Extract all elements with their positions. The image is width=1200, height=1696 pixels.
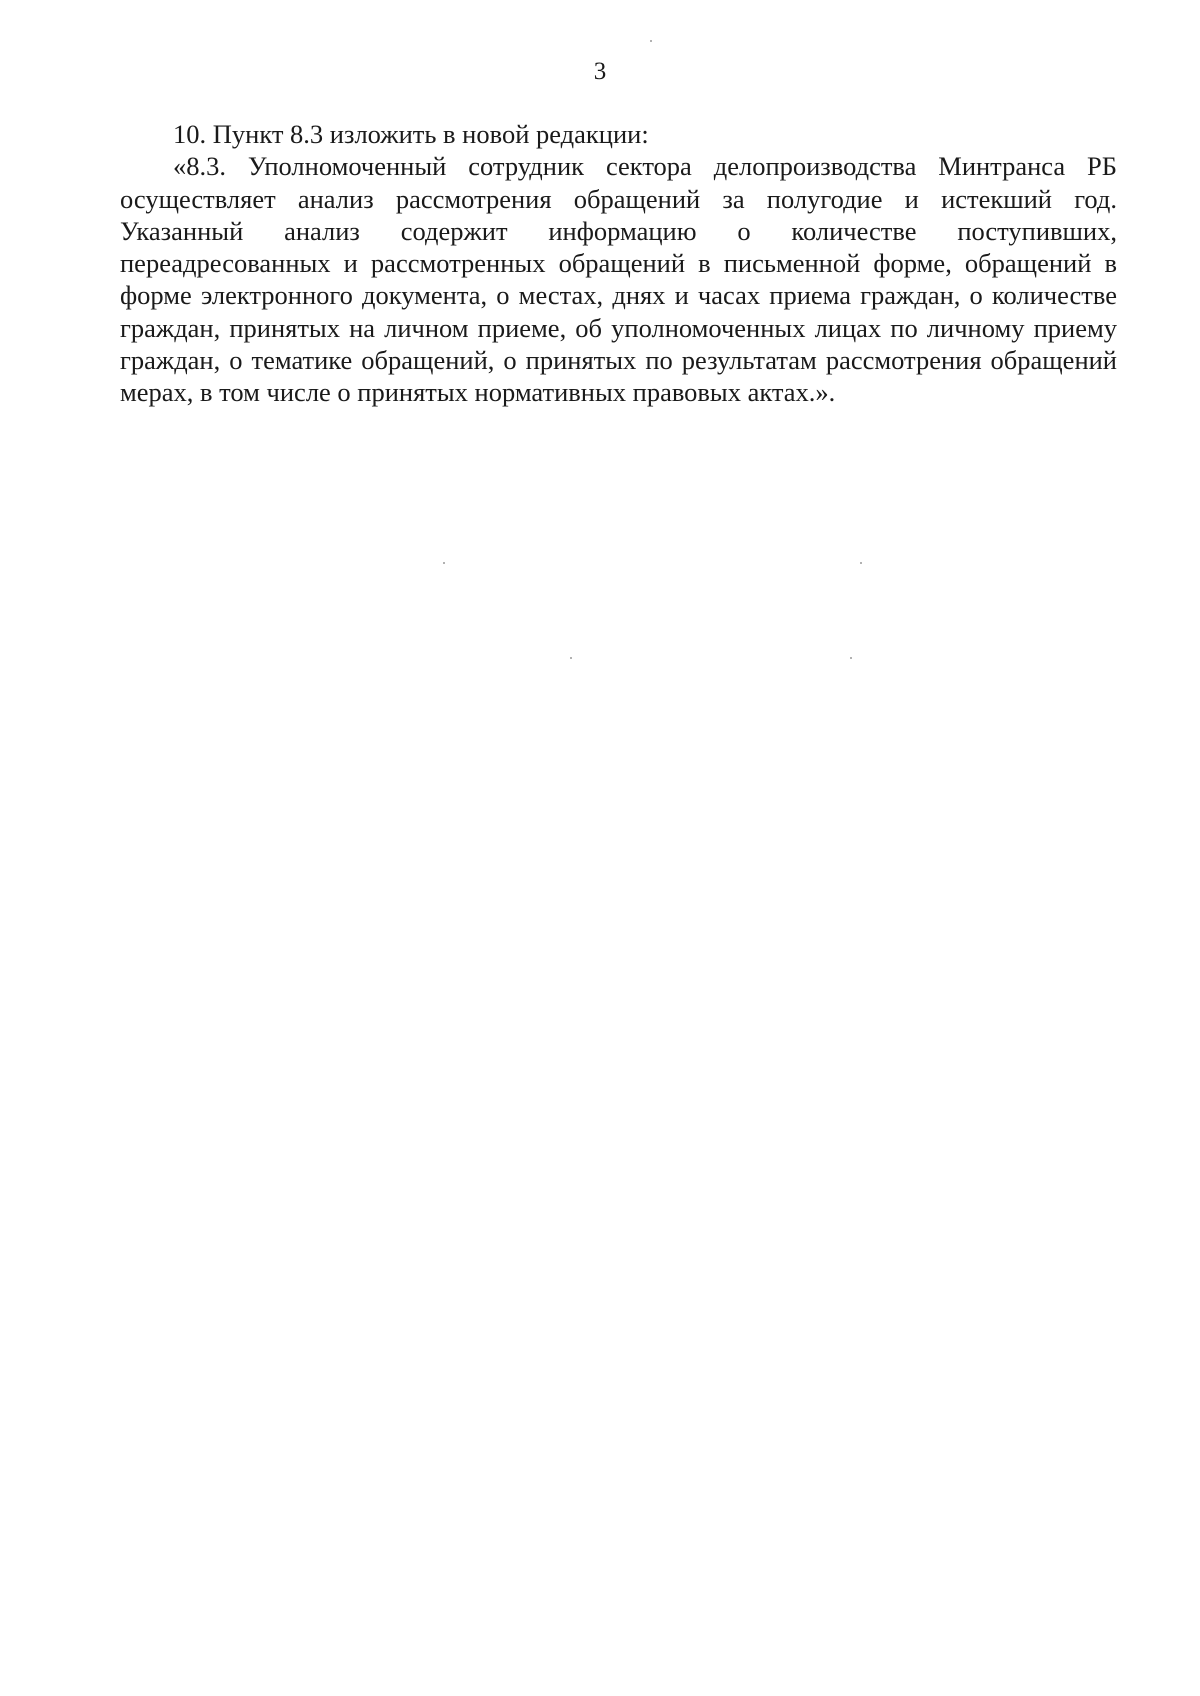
scan-speck (860, 562, 862, 564)
amendment-paragraph: «8.3. Уполномоченный сотрудник сектора делопроизводства Минтранса РБ осуществляет анализ рассмотрения обращений за полугодие и истекший год. Указанный анализ содержит информацию о количестве поступивших, переадресованных и рассмотренных обращений в письменной форме, обращений в форме электронного документа, о местах, днях и часах приема граждан, о количестве граждан, принятых на личном приеме, об уполномоченных лицах по личному приему граждан, о тематике обращений, о принятых по результатам рассмотрения обращений мерах, в том числе о принятых нормативных правовых актах.». (120, 151, 1117, 408)
scan-speck (570, 657, 572, 659)
scan-speck (443, 562, 445, 564)
document-body (120, 118, 1117, 409)
page-number: 3 (593, 58, 607, 85)
scan-speck (850, 657, 852, 659)
amendment-heading: 10. Пункт 8.3 изложить в новой редакции: (173, 119, 649, 149)
scan-speck (650, 40, 652, 42)
